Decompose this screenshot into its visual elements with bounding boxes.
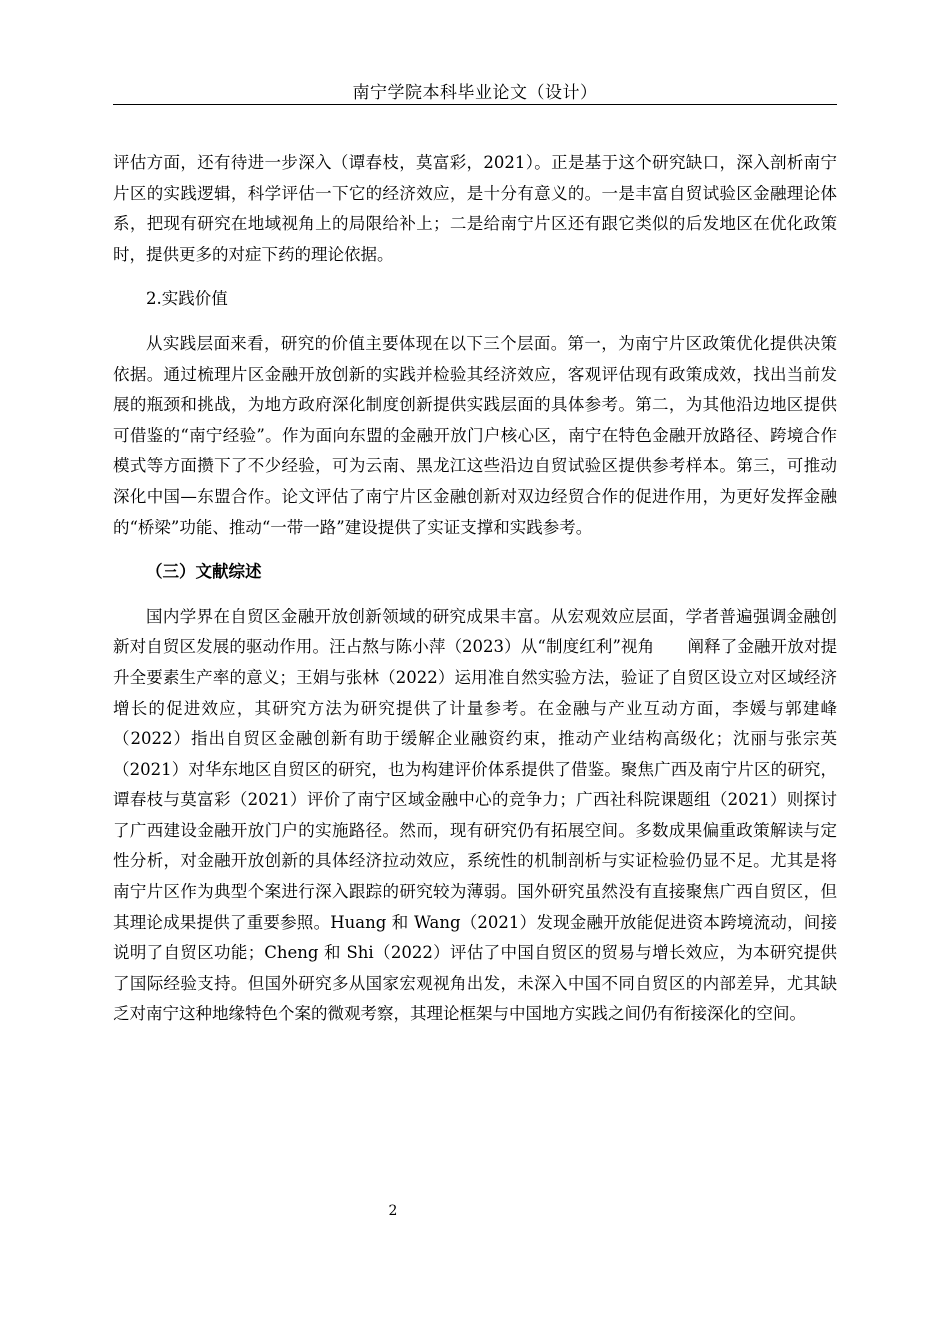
header-divider <box>113 104 837 105</box>
paragraph-practice-value: 从实践层面来看，研究的价值主要体现在以下三个层面。第一，为南宁片区政策优化提供决策依据。通过梳理片区金融开放创新的实践并检验其经济效应，客观评估现有政策成效，找出当前发展的瓶颈和挑战，为地方政府深化制度创新提供实践层面的具体参考。第二，为其他沿边地区提供可借鉴的“南宁经验”。作为面向东盟的金融开放门户核心区，南宁在特色金融开放路径、跨境合作模式等方面攒下了不少经验，可为云南、黑龙江这些沿边自贸试验区提供参考样本。第三，可推动深化中国—东盟合作。论文评估了南宁片区金融创新对双边经贸合作的促进作用，为更好发挥金融的“桥梁”功能、推动“一带一路”建设提供了实证支撑和实践参考。 <box>113 333 837 537</box>
subheading-practice-value: 2.实践价值 <box>146 289 228 309</box>
paragraph-continuation: 评估方面，还有待进一步深入（谭春枝，莫富彩，2021）。正是基于这个研究缺口，深入剖析南宁片区的实践逻辑，科学评估一下它的经济效应，是十分有意义的。一是丰富自贸试验区金融理论体系，把现有研究在地域视角上的局限给补上；二是给南宁片区还有跟它类似的后发地区在优化政策时，提供更多的对症下药的理论依据。 <box>113 153 837 264</box>
page-header-title: 南宁学院本科毕业论文（设计） <box>352 83 598 103</box>
paragraph-literature-review: 国内学界在自贸区金融开放创新领域的研究成果丰富。从宏观效应层面，学者普遍强调金融创新对自贸区发展的驱动作用。汪占熬与陈小萍（2023）从“制度红利”视角 阐释了金融开放对提升全要素生产率的意义；王娟与张林（2022）运用准自然实验方法，验证了自贸区设立对区域经济增长的促进效应，其研究方法为研究提供了计量参考。在金融与产业互动方面，李媛与郭建峰（2022）指出自贸区金融创新有助于缓解企业融资约束，推动产业结构高级化；沈丽与张宗英（2021）对华东地区自贸区的研究，也为构建评价体系提供了借鉴。聚焦广西及南宁片区的研究，谭春枝与莫富彩（2021）评价了南宁区域金融中心的竞争力；广西社科院课题组（2021）则探讨了广西建设金融开放门户的实施路径。然而，现有研究仍有拓展空间。多数成果偏重政策解读与定性分析，对金融开放创新的具体经济拉动效应，系统性的机制剖析与实证检验仍显不足。尤其是将南宁片区作为典型个案进行深入跟踪的研究较为薄弱。国外研究虽然没有直接聚焦广西自贸区，但其理论成果提供了重要参照。Huang 和 Wang（2021）发现金融开放能促进资本跨境流动，间接说明了自贸区功能；Cheng 和 Shi（2022）评估了中国自贸区的贸易与增长效应，为本研究提供了国际经验支持。但国外研究多从国家宏观视角出发，未深入中国不同自贸区的内部差异，尤其缺乏对南宁这种地缘特色个案的微观考察，其理论框架与中国地方实践之间仍有衔接深化的空间。 <box>113 606 837 1024</box>
page-number: 2 <box>388 1203 398 1219</box>
section-heading-literature-review: （三）文献综述 <box>146 562 262 582</box>
document-body <box>113 148 837 1030</box>
